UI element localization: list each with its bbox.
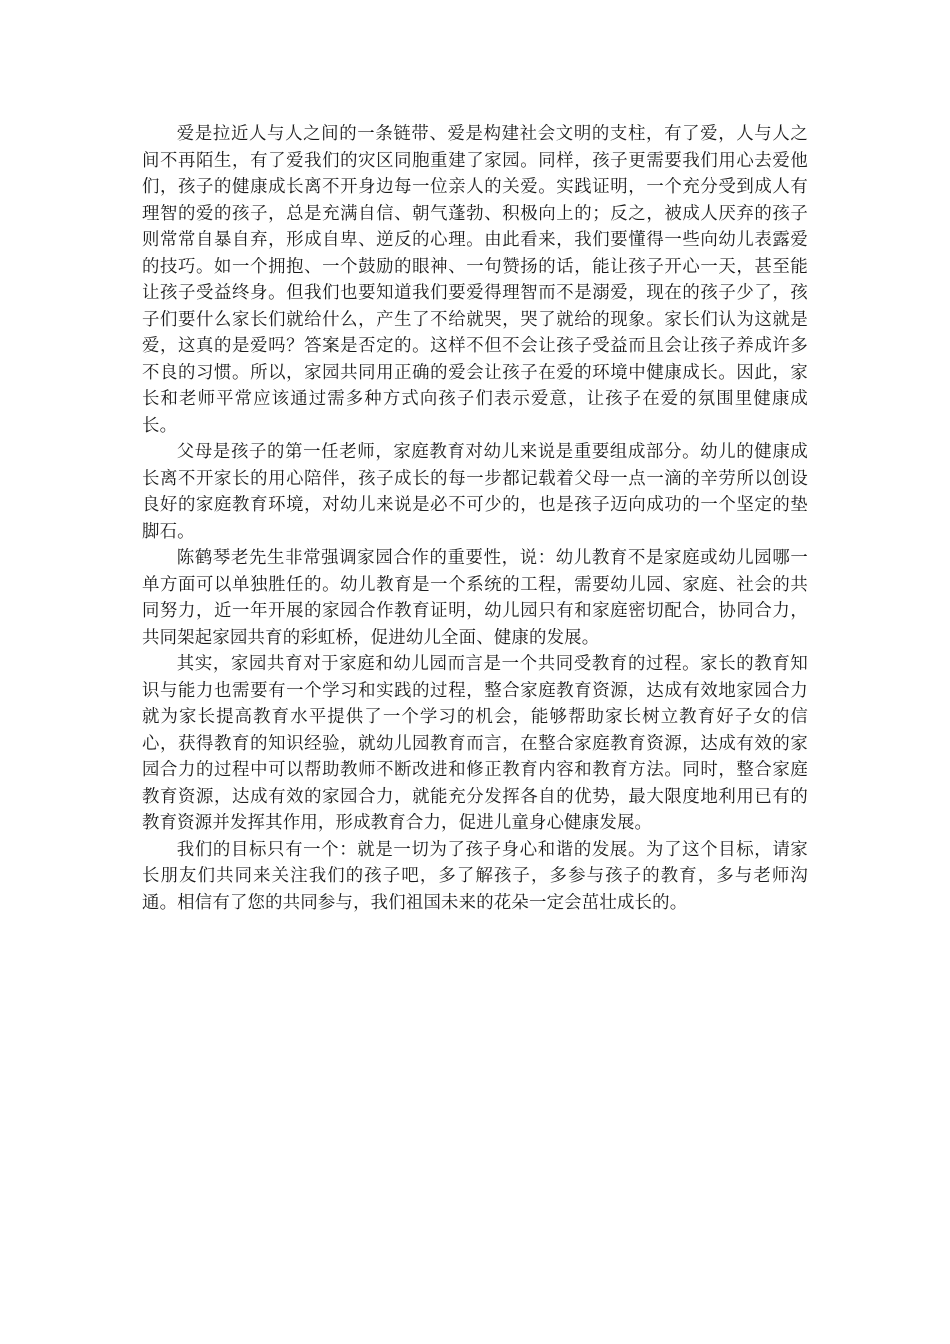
paragraph-3: 陈鹤琴老先生非常强调家园合作的重要性，说：幼儿教育不是家庭或幼儿园哪一单方面可以单独胜任的。幼儿教育是一个系统的工程，需要幼儿园、家庭、社会的共同努力，近一年开展的家园合作教育证明，幼儿园只有和家庭密切配合，协同合力，共同架起家园共育的彩虹桥，促进幼儿全面、健康的发展。 [142,548,808,648]
paragraph-1: 爱是拉近人与人之间的一条链带、爱是构建社会文明的支柱，有了爱，人与人之间不再陌生，有了爱我们的灾区同胞重建了家园。同样，孩子更需要我们用心去爱他们，孩子的健康成长离不开身边每一位亲人的关爱。实践证明，一个充分受到成人有理智的爱的孩子，总是充满自信、朝气蓬勃、积极向上的；反之，被成人厌弃的孩子则常常自暴自弃，形成自卑、逆反的心理。由此看来，我们要懂得一些向幼儿表露爱的技巧。如一个拥抱、一个鼓励的眼神、一句赞扬的话，能让孩子开心一天，甚至能让孩子受益终身。但我们也要知道我们要爱得理智而不是溺爱，现在的孩子少了，孩子们要什么家长们就给什么，产生了不给就哭，哭了就给的现象。家长们认为这就是爱，这真的是爱吗？答案是否定的。这样不但不会让孩子受益而且会让孩子养成许多不良的习惯。所以，家园共同用正确的爱会让孩子在爱的环境中健康成长。因此，家长和老师平常应该通过需多种方式向孩子们表示爱意，让孩子在爱的氛围里健康成长。 [142,124,808,436]
paragraph-2: 父母是孩子的第一任老师，家庭教育对幼儿来说是重要组成部分。幼儿的健康成长离不开家长的用心陪伴，孩子成长的每一步都记载着父母一点一滴的辛劳所以创设良好的家庭教育环境，对幼儿来说是必不可少的，也是孩子迈向成功的一个坚定的垫脚石。 [142,442,808,542]
paragraph-5: 我们的目标只有一个：就是一切为了孩子身心和谐的发展。为了这个目标，请家长朋友们共同来关注我们的孩子吧，多了解孩子，多参与孩子的教育，多与老师沟通。相信有了您的共同参与，我们祖国未来的花朵一定会茁壮成长的。 [142,839,808,913]
document-body [142,121,808,916]
paragraph-4: 其实，家园共育对于家庭和幼儿园而言是一个共同受教育的过程。家长的教育知识与能力也需要有一个学习和实践的过程，整合家庭教育资源，达成有效地家园合力就为家长提高教育水平提供了一个学习的机会，能够帮助家长树立教育好子女的信心，获得教育的知识经验，就幼儿园教育而言，在整合家庭教育资源，达成有效的家园合力的过程中可以帮助教师不断改进和修正教育内容和教育方法。同时，整合家庭教育资源，达成有效的家园合力，就能充分发挥各自的优势，最大限度地利用已有的教育资源并发挥其作用，形成教育合力，促进儿童身心健康发展。 [142,654,808,833]
